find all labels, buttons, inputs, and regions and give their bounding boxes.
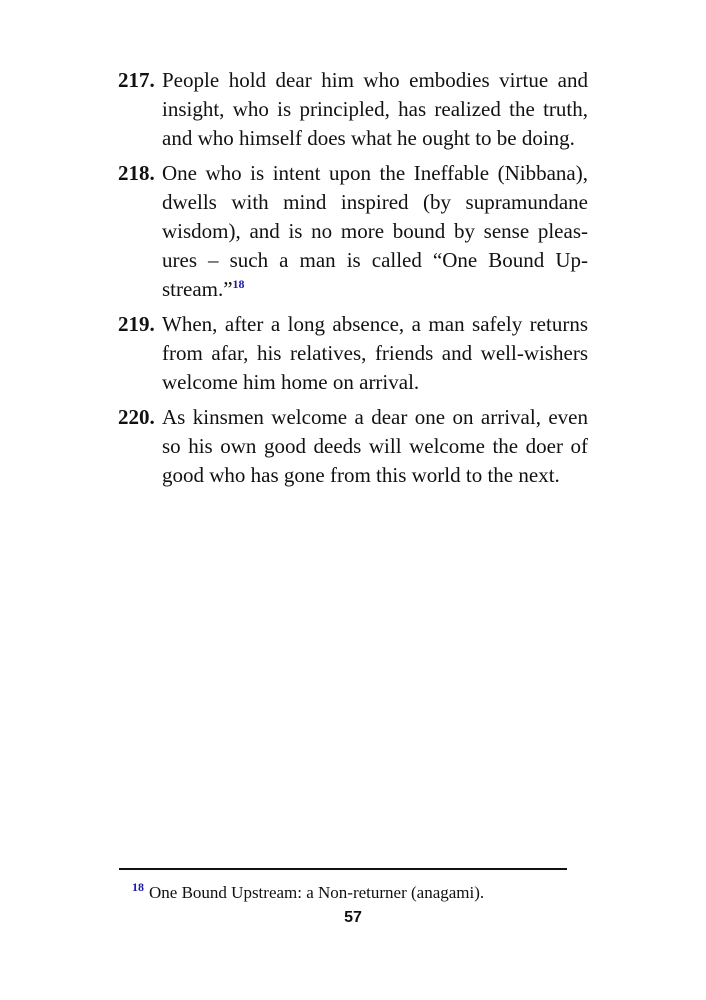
verse-number: 218. bbox=[118, 161, 155, 185]
verse-219 bbox=[118, 310, 588, 397]
footnote-reference-link[interactable]: 18 bbox=[232, 277, 245, 291]
verse-text bbox=[162, 310, 588, 397]
verse-number: 219. bbox=[118, 312, 155, 336]
verse-218 bbox=[118, 159, 588, 304]
verse-text bbox=[162, 403, 588, 490]
verse-220 bbox=[118, 403, 588, 490]
verse-text-body: When, after a long absence, a man safely returns from afar, his relatives, friends and well-wishers welcome him home on arrival. bbox=[162, 312, 588, 394]
verse-text bbox=[162, 66, 588, 153]
footnote-mark: 18 bbox=[132, 880, 144, 895]
verse-list bbox=[118, 66, 588, 496]
verse-text-body: As kinsmen welcome a dear one on arrival, even so his own good deeds will welcome the doer of good who has gone from this world to the next. bbox=[162, 405, 588, 487]
verse-217 bbox=[118, 66, 588, 153]
verse-number: 217. bbox=[118, 68, 155, 92]
footnote bbox=[132, 882, 484, 904]
verse-number: 220. bbox=[118, 405, 155, 429]
verse-text-body: People hold dear him who embodies virtue and insight, who is principled, has realized the truth, and who himself does what he ought to be doing. bbox=[162, 68, 588, 150]
footnote-divider bbox=[119, 868, 567, 870]
verse-text bbox=[162, 159, 588, 304]
footnote-text: One Bound Upstream: a Non-returner (anagami). bbox=[149, 883, 485, 902]
verse-text-body: One who is intent upon the Ineffable (Nibbana), dwells with mind inspired (by supramundane wisdom), and is no more bound by sense pleasures – such a man is called “One Bound Upstream.” bbox=[162, 161, 588, 301]
page-number: 57 bbox=[344, 909, 362, 926]
